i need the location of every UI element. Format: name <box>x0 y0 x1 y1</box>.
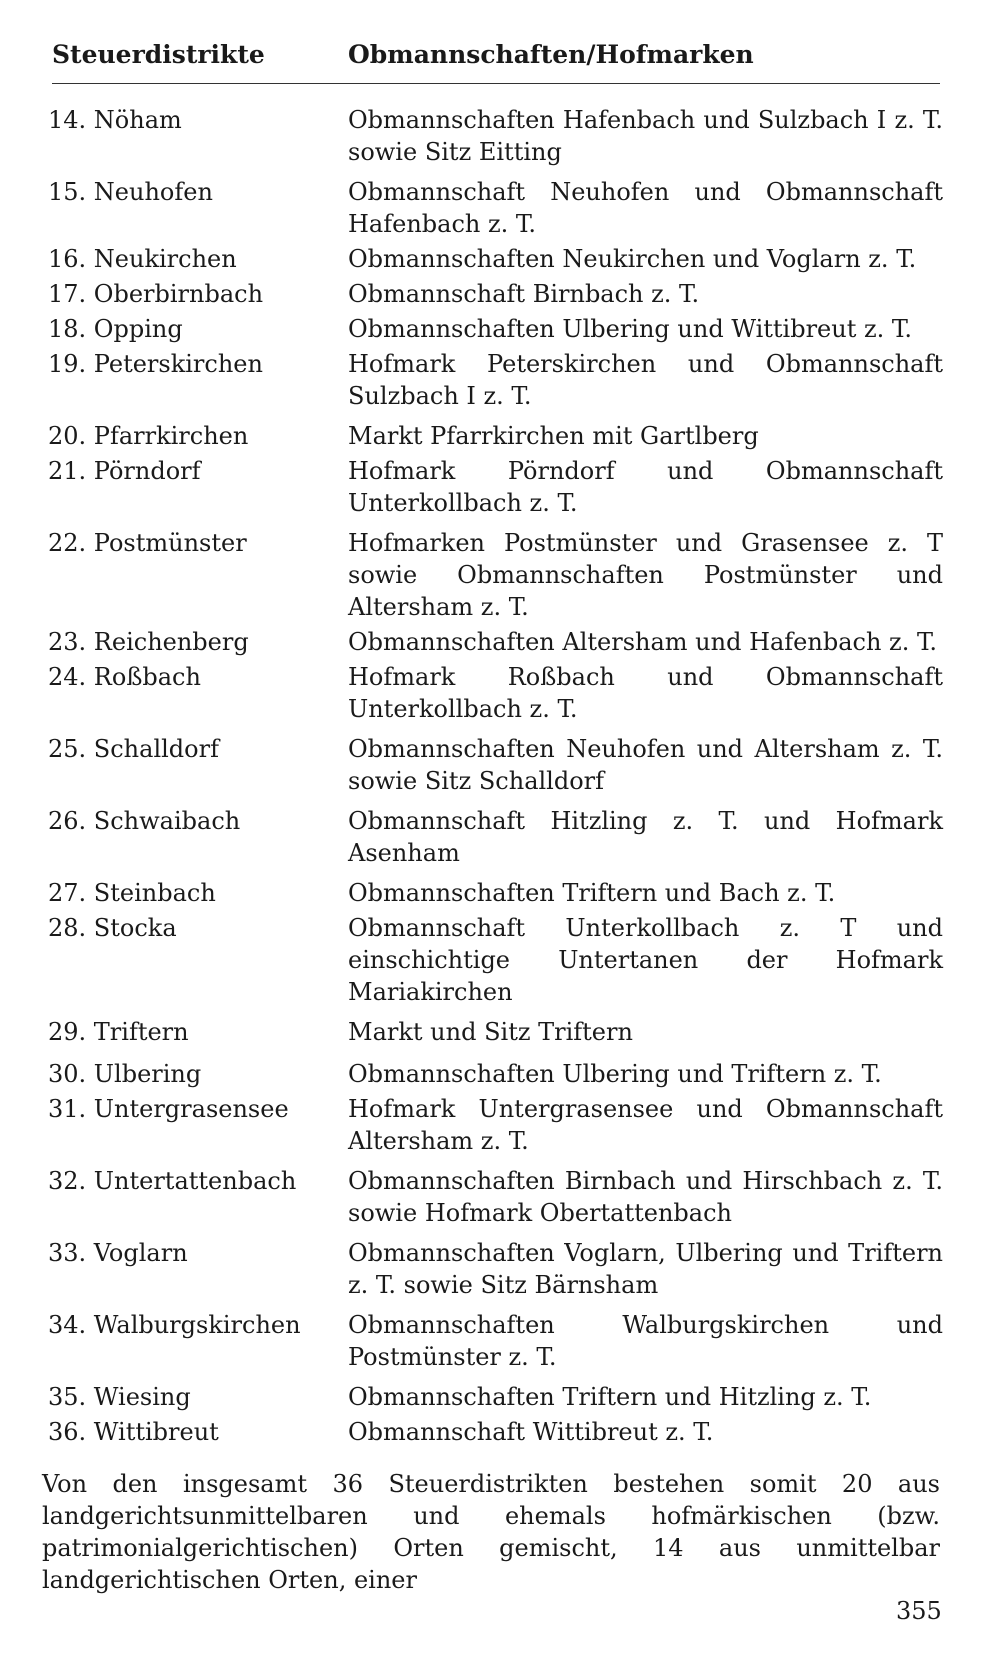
obmannschaft-text: Obmannschaften Neukirchen und Voglarn z. T. <box>348 245 917 273</box>
district-name: 30. Ulbering <box>48 1060 202 1088</box>
table-row <box>48 104 943 168</box>
district-name: 23. Reichenberg <box>48 628 249 656</box>
table-row <box>48 243 943 275</box>
obmannschaft-text: Obmannschaften Voglarn, Ulbering und Triftern z. T. sowie Sitz Bärnsham <box>348 1239 943 1299</box>
obmannschaft-text: Hofmark Pörndorf und Obmannschaft Unterkollbach z. T. <box>348 457 943 517</box>
district-name: 28. Stocka <box>48 914 177 942</box>
district-name: 14. Nöham <box>48 106 182 134</box>
district-name: 34. Walburgskirchen <box>48 1311 301 1339</box>
district-name: 27. Steinbach <box>48 879 216 907</box>
obmannschaft-text: Obmannschaften Birnbach und Hirschbach z. T. sowie Hofmark Obertattenbach <box>348 1167 943 1227</box>
district-table <box>48 104 943 1451</box>
page-number: 355 <box>896 1597 942 1625</box>
district-name: 15. Neuhofen <box>48 178 213 206</box>
table-row <box>48 1237 943 1301</box>
district-name: 22. Postmünster <box>48 529 247 557</box>
district-name: 18. Opping <box>48 315 183 343</box>
table-row <box>48 278 943 310</box>
table-row <box>48 877 943 909</box>
table-row <box>48 420 943 452</box>
district-name: 36. Wittibreut <box>48 1418 219 1446</box>
body-paragraph: Von den insgesamt 36 Steuerdistrikten bestehen somit 20 aus landgerichtsunmittelbaren und ehemals hofmärkischen (bzw. patrimonialgerichtischen) Orten gemischt, 14 aus unmittelbar landgerichtischen Orten, einer <box>42 1470 940 1594</box>
table-header <box>52 40 940 84</box>
obmannschaft-text: Obmannschaft Unterkollbach z. T und einschichtige Untertanen der Hofmark Mariakirchen <box>348 914 943 1006</box>
table-row <box>48 626 943 658</box>
table-row <box>48 527 943 623</box>
obmannschaft-text: Obmannschaft Wittibreut z. T. <box>348 1418 714 1446</box>
obmannschaft-text: Markt Pfarrkirchen mit Gartlberg <box>348 422 759 450</box>
obmannschaft-text: Obmannschaften Hafenbach und Sulzbach I z. T. sowie Sitz Eitting <box>348 106 943 166</box>
district-name: 25. Schalldorf <box>48 735 219 763</box>
obmannschaft-text: Hofmark Roßbach und Obmannschaft Unterkollbach z. T. <box>348 663 943 723</box>
obmannschaft-text: Obmannschaft Hitzling z. T. und Hofmark Asenham <box>348 807 943 867</box>
table-row <box>48 661 943 725</box>
obmannschaft-text: Obmannschaften Ulbering und Triftern z. T. <box>348 1060 882 1088</box>
district-name: 24. Roßbach <box>48 663 201 691</box>
header-rule <box>52 83 940 84</box>
table-row <box>48 1016 943 1048</box>
obmannschaft-text: Markt und Sitz Triftern <box>348 1018 633 1046</box>
obmannschaft-text: Obmannschaften Neuhofen und Altersham z. T. sowie Sitz Schalldorf <box>348 735 943 795</box>
table-row <box>48 1309 943 1373</box>
table-row <box>48 1165 943 1229</box>
table-row <box>48 1058 943 1090</box>
district-name: 17. Oberbirnbach <box>48 280 264 308</box>
district-name: 29. Triftern <box>48 1018 189 1046</box>
table-row <box>48 348 943 412</box>
obmannschaft-text: Obmannschaften Triftern und Bach z. T. <box>348 879 836 907</box>
obmannschaft-text: Hofmark Peterskirchen und Obmannschaft Sulzbach I z. T. <box>348 350 943 410</box>
obmannschaft-text: Obmannschaft Neuhofen und Obmannschaft Hafenbach z. T. <box>348 178 943 238</box>
obmannschaft-text: Hofmark Untergrasensee und Obmannschaft Altersham z. T. <box>348 1095 943 1155</box>
table-row <box>48 733 943 797</box>
table-row <box>48 455 943 519</box>
district-name: 16. Neukirchen <box>48 245 237 273</box>
obmannschaft-text: Hofmarken Postmünster und Grasensee z. T sowie Obmannschaften Postmünster und Altersham z. T. <box>348 529 943 621</box>
district-name: 19. Peterskirchen <box>48 350 263 378</box>
table-row <box>48 1416 943 1448</box>
column-header-steuerdistrikte: Steuerdistrikte <box>52 40 265 69</box>
district-name: 32. Untertattenbach <box>48 1167 297 1195</box>
table-row <box>48 1381 943 1413</box>
table-row <box>48 1093 943 1157</box>
district-name: 33. Voglarn <box>48 1239 188 1267</box>
district-name: 21. Pörndorf <box>48 457 201 485</box>
district-name: 35. Wiesing <box>48 1383 191 1411</box>
district-name: 20. Pfarrkirchen <box>48 422 249 450</box>
table-row <box>48 805 943 869</box>
table-row <box>48 912 943 1008</box>
obmannschaft-text: Obmannschaft Birnbach z. T. <box>348 280 700 308</box>
district-name: 26. Schwaibach <box>48 807 241 835</box>
column-header-obmannschaften: Obmannschaften/Hofmarken <box>348 40 754 69</box>
table-row <box>48 313 943 345</box>
obmannschaft-text: Obmannschaften Ulbering und Wittibreut z. T. <box>348 315 912 343</box>
obmannschaft-text: Obmannschaften Triftern und Hitzling z. T. <box>348 1383 872 1411</box>
obmannschaft-text: Obmannschaften Altersham und Hafenbach z. T. <box>348 628 938 656</box>
district-name: 31. Untergrasensee <box>48 1095 289 1123</box>
table-row <box>48 176 943 240</box>
obmannschaft-text: Obmannschaften Walburgskirchen und Postmünster z. T. <box>348 1311 943 1371</box>
